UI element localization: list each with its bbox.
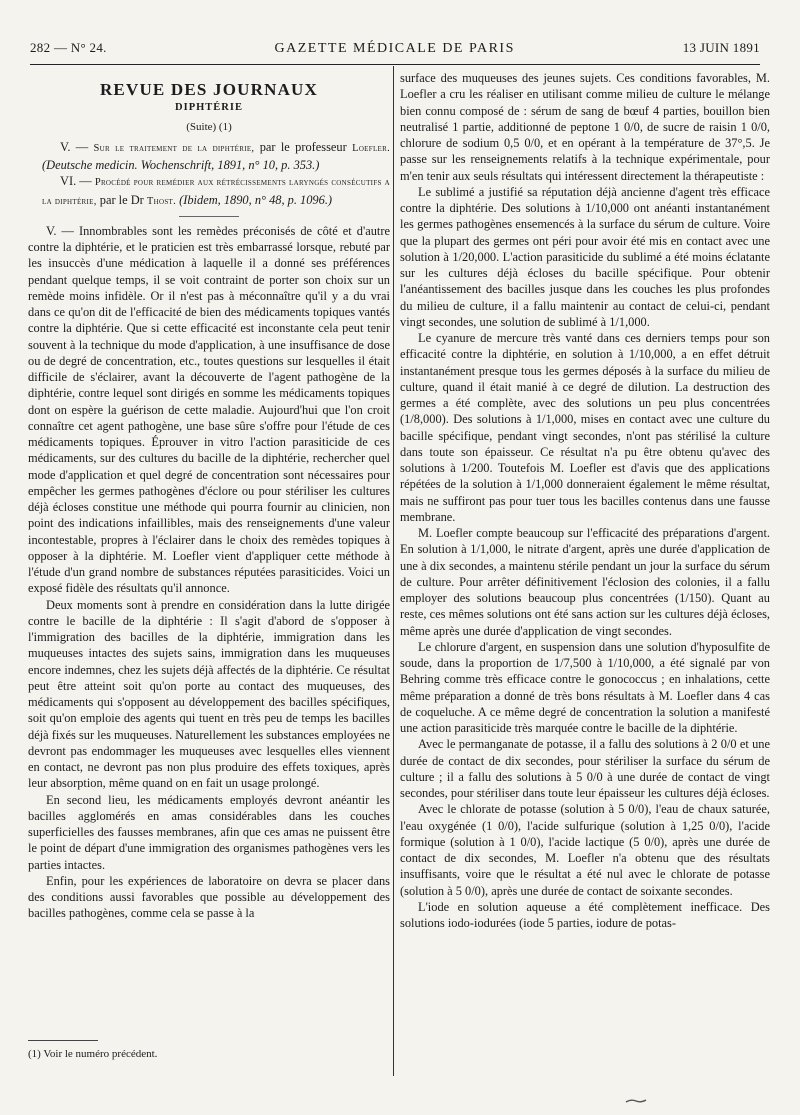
ink-smudge (625, 1098, 647, 1104)
issue-date: 13 JUIN 1891 (682, 40, 760, 55)
left-paragraph: En second lieu, les médicaments employés devront anéantir les bacilles agglomérés en amas considérables dans les couches superficielles des fausses membranes, afin que ces amas ne puissent être le point de départ d'une immigration des organismes pathogènes vers les parties intactes. (28, 792, 390, 872)
right-paragraph: Le chlorure d'argent, en suspension dans une solution d'hyposulfite de soude, dans la proportion de 1/7,500 à 1/10,000, a été signalé par von Behring comme très efficace contre le gonococcus ; en inhalations, cette même préparation a donné de très bons résultats à M. Loefler dans 4 cas de coqueluche. A ce même degré de concentration la solution a manifesté une action parasiticide très marquée contre le bacille de la diphtérie. (400, 639, 770, 735)
right-paragraph: surface des muqueuses des jeunes sujets. Ces conditions favorables, M. Loefler a cru les réaliser en utilisant comme milieu de culture le mélange bien connu composé de : sérum de sang de bœuf 4 parties, bouillon bien neutralisé 1 partie, additionné de peptone 1 0/0, de sucre de raisin 1 0/0, chlorure de sodium 0,5 0/0, et en opérant à la température de 37°,5. Je passe sur les renseignements relatifs à la technique expérimentale, pour m'en tenir aux seuls résultats qui intéressent directement la thérapeutiste : (400, 71, 770, 183)
right-paragraph: Avec le chlorate de potasse (solution à 5 0/0), l'eau de chaux saturée, l'eau oxygénée (1 0/0), l'acide sulfurique (solution à 1,25 0/0), l'acide formique (solution à 1 0/0), l'acide lactique (5 0/0), après une durée de contact de dix secondes, M. Loefler n'a obtenu que des résultats insuffisants, voire que le résultat a été nul avec le chlorate de potasse (solution à 5 0/0), après une durée de contact de soixante secondes. (400, 802, 770, 898)
reference-vi (28, 173, 390, 210)
section-title: REVUE DES JOURNAUX (99, 80, 319, 99)
journal-title: GAZETTE MÉDICALE DE PARIS (274, 41, 515, 56)
reference-title: Sur le traitement de la diphtérie, (93, 142, 255, 154)
reference-author: Loefler. (352, 142, 390, 154)
page-number: 282 — N° 24. (30, 40, 107, 55)
reference-number: VI. — (60, 174, 92, 189)
reference-author: Thost. (146, 195, 177, 207)
footnote-rule (28, 1040, 98, 1041)
left-column (28, 70, 390, 922)
right-paragraph: Avec le permanganate de potasse, il a fallu des solutions à 2 0/0 et une durée de contact de dix secondes, pour stériliser la surface du sérum de culture ; il a fallu des solutions à 5 0/0 à une durée de contact de vingt secondes, pour stériliser dans toute leur épaisseur les cultures déjà écloses. (400, 737, 770, 800)
reference-title: Procédé pour remédier aux rétrécissements laryngés consécutifs a la diphtérie, (42, 177, 390, 207)
separator-rule (179, 216, 239, 217)
left-paragraph: Enfin, pour les expériences de laboratoire on devra se placer dans des conditions aussi favorables que possible au développement des bacilles pathogènes, comme cela se passe à la (28, 873, 390, 921)
topic-heading: DIPHTÉRIE (175, 102, 243, 114)
reference-by: par le professeur (254, 139, 353, 154)
left-paragraph: V. — Innombrables sont les remèdes préconisés de côté et d'autre contre la diphtérie, et le praticien est très embarrassé lorsque, rebuté par les insuccès d'une médication à laquelle il a donné ses préférences pendant quelque temps, il se voit contraint de porter son choix sur un remède moins infidèle. Or il n'est pas à méconnaître qu'il y a du vrai dans ce qu'on dit de l'efficacité de bien des médicaments topiques vantés contre la diphtérie. Que si cette efficacité est inconstante cela peut tenir souvent à la technique du mode d'application, à une insuffisance de dose ou de degré de concentration, etc., toutes questions sur lesquelles il était difficile de s'éclairer, avant la découverte de l'agent pathogène de la diphtérie, contre lequel sont dirigés en somme les médicaments topiques dont on espère la guérison de cette maladie. Aujourd'hui que l'on croit connaître cet agent pathogène, une base sûre s'offre pour l'étude de ces médicaments topiques. Éprouver in vitro l'action parasiticide de ces médicaments, sur des cultures du bacille de la diphtérie, rechercher quel mode d'application et quel degré de concentration sont nécessaires pour empêcher les germes pathogènes d'éclore ou pour stériliser les cultures déjà écloses constitue une méthode qui pourra fournir au clinicien, non point des indications infaillibles, mais des renseignements d'une valeur incontestable, propres à l'éclairer dans le choix des remèdes topiques à opposer à la diphtérie. M. Loefler vient d'appliquer cette méthode à l'étude d'un grand nombre de substances réputées parasiticides. Voici un exposé fidèle des résultats qu'il annonce. (28, 223, 390, 596)
right-column (400, 70, 770, 931)
suite-note: (Suite) (1) (186, 120, 232, 133)
column-divider (393, 66, 394, 1076)
reference-number: V. — (60, 139, 89, 154)
reference-by: par le Dr (96, 192, 147, 207)
footnote: (1) Voir le numéro précédent. (28, 1048, 158, 1060)
right-paragraph: M. Loefler compte beaucoup sur l'efficacité des préparations d'argent. En solution à 1/1,000, le nitrate d'argent, après une durée d'application de une à dix secondes, a maintenu stérile pendant un jour la surface du sérum de culture. Pour arrêter définitivement l'éclosion des colonies, il a fallu employer des solutions beaucoup plus concentrées (1/150). Quant au reste, ces mêmes solutions ont été sans action sur les cultures déjà écloses, même après une durée d'application de vingt secondes. (400, 526, 770, 638)
right-paragraph: Le cyanure de mercure très vanté dans ces derniers temps pour son efficacité contre la diphtérie, en solution à 1/10,000, a en effet détruit instantanément presque tous les germes déposés à la surface du milieu de culture, quand il était manié à ce degré de dilution. La destruction des germes a été complète, avec des solutions un peu plus concentrées (1/8,000). Des solutions à 1/1,000, mises en contact avec une culture du bacille spécifique, pendant vingt secondes, n'ont pas stérilisé la culture dans toute son épaisseur. Ce résultat n'a pu être obtenu qu'avec des solutions à 1/200. Toutefois M. Loefler est d'avis que des applications répétées de la solution à 1/1,000 donneraient également le même résultat, mais ne suffiront pas pour tuer tous les bacilles contenus dans une fausse membrane. (400, 331, 770, 524)
header-rule (30, 64, 760, 65)
reference-source: (Deutsche medicin. Wochenschrift, 1891, n° 10, p. 353.) (42, 158, 320, 172)
left-paragraph: Deux moments sont à prendre en considération dans la lutte dirigée contre le bacille de la diphtérie : Il s'agit d'abord de s'opposer à l'immigration des bacilles de la diphtérie, immigration dans les muqueuses intactes des sujets sains, immigration dans les muqueuses encore indemnes, chez les sujets déjà affectés de la diphtérie. Ce résultat peut être atteint soit qu'on porte au contact des muqueuses, des médicaments qui s'opposent au développement des bacilles spécifiques, soit qu'on emploie des agents qui tuent en très peu de temps les bacilles déjà fixés sur les muqueuses. Naturellement les substances employées ne devront pas endommager les muqueuses avec lesquelles elles viennent en contact, ne devront pas non plus produire des effets toxiques, après leur absorption, même quand on en fait un usage prolongé. (28, 597, 390, 791)
reference-source: (Ibidem, 1890, n° 48, p. 1096.) (176, 192, 333, 207)
running-head (30, 40, 760, 60)
reference-v (28, 139, 390, 174)
right-paragraph: L'iode en solution aqueuse a été complètement inefficace. Des solutions iodo-iodurées (iode 5 parties, iodure de potas- (400, 899, 770, 930)
right-paragraph: Le sublimé a justifié sa réputation déjà ancienne d'agent très efficace contre la diphtérie. Des solutions à 1/10,000 ont anéanti instantanément les germes pathogènes ensemencés à la surface du sérum de culture. Voire que la plupart des germes ont péri pour avoir été mis en contact avec une solution à 1/20,000. L'action parasiticide du sublimé a été moins éclatante sur les cultures déjà écloses du bacille spécifique. Pour obtenir l'anéantissement des bacilles jusque dans les couches les plus profondes du milieu de culture, il a fallu maintenir au contact de celui-ci, pendant vingt secondes, une solution de sublimé à 1/1,000. (400, 184, 770, 329)
